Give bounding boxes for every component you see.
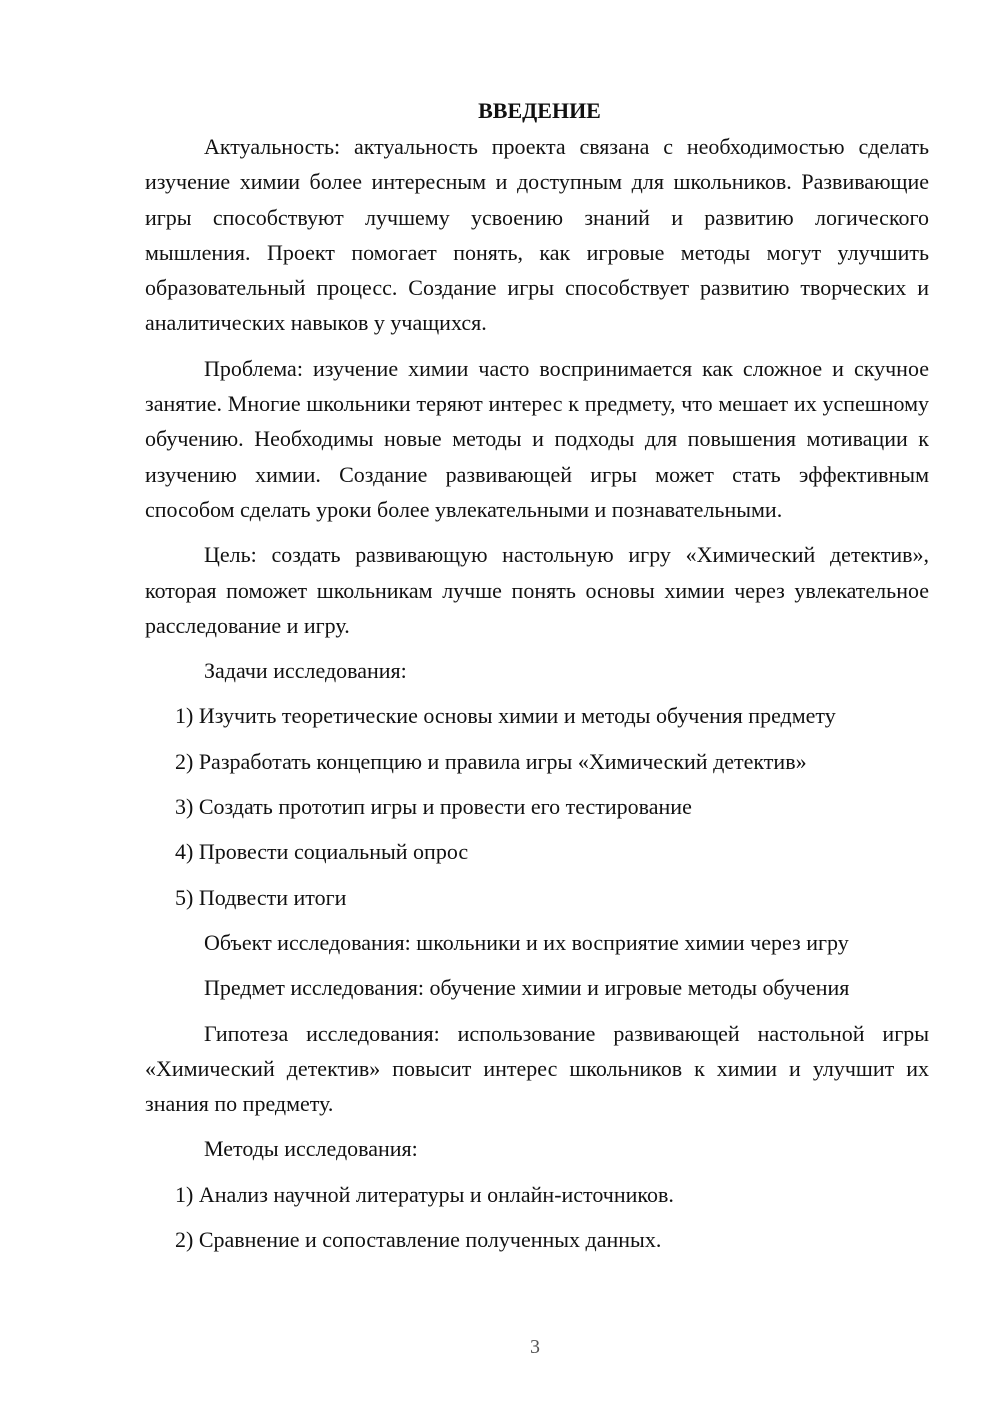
list-item: 2) Разработать концепцию и правила игры «Химический детектив» [175,748,807,774]
list-item: 5) Подвести итоги [175,884,347,910]
relevance-paragraph: Актуальность: актуальность проекта связана с необходимостью сделать изучение химии более интересным и доступным для школьников. Развивающие игры способствуют лучшему усвоению знаний и развитию логического мышления. Проект помогает понять, как игровые методы могут улучшить образовательный процесс. Создание игры способствует развитию творческих и аналитических навыков у учащихся. [145,134,929,336]
methods-heading: Методы исследования: [204,1136,418,1162]
list-item: 4) Провести социальный опрос [175,839,469,865]
page-number: 3 [530,1336,540,1358]
hypothesis-paragraph: Гипотеза исследования: использование развивающей настольной игры «Химический детектив» повысит интерес школьников к химии и улучшит их знания по предмету. [145,1020,929,1117]
list-item: 1) Анализ научной литературы и онлайн-источников. [175,1181,674,1207]
list-item: 3) Создать прототип игры и провести его тестирование [175,794,692,820]
object-line: Объект исследования: школьники и их восприятие химии через игру [204,929,849,955]
problem-paragraph: Проблема: изучение химии часто воспринимается как сложное и скучное занятие. Многие школьники теряют интерес к предмету, что мешает их успешному обучению. Необходимы новые методы и подходы для повышения мотивации к изучению химии. Создание развивающей игры может стать эффективным способом сделать уроки более увлекательными и познавательными. [145,355,929,522]
subject-line: Предмет исследования: обучение химии и игровые методы обучения [204,975,850,1001]
page-content [145,96,929,1257]
methods-list [145,1177,929,1258]
section-title: ВВЕДЕНИЕ [478,98,601,123]
tasks-list [145,698,929,914]
list-item: 1) Изучить теоретические основы химии и методы обучения предмету [175,703,836,729]
goal-paragraph: Цель: создать развивающую настольную игру «Химический детектив», которая поможет школьникам лучше понять основы химии через увлекательное расследование и игру. [145,542,929,638]
list-item: 2) Сравнение и сопоставление полученных данных. [175,1227,662,1253]
tasks-heading: Задачи исследования: [204,658,407,684]
